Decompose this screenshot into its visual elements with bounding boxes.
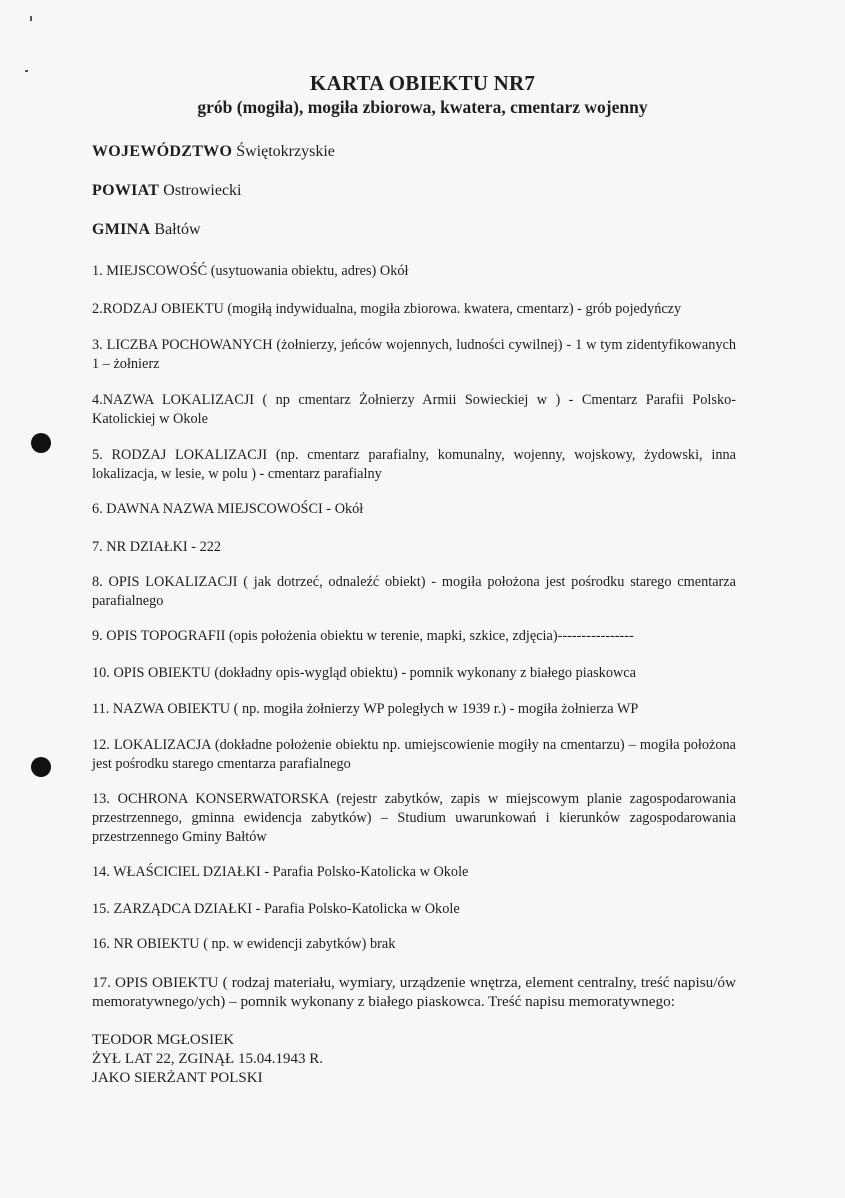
item-16: 16. NR OBIEKTU ( np. w ewidencji zabytków) brak [92,936,396,952]
field-gmina [92,221,201,239]
punch-hole [31,757,51,777]
field-wojewodztwo [92,143,335,161]
item-4: 4.NAZWA LOKALIZACJI ( np cmentarz Żołnierzy Armii Sowieckiej w ) - Cmentarz Parafii Polsko-Katolickiej w Okole [92,392,736,427]
item-11: 11. NAZWA OBIEKTU ( np. mogiła żołnierzy WP poległych w 1939 r.) - mogiła żołnierza WP [92,701,639,717]
item-15: 15. ZARZĄDCA DZIAŁKI - Parafia Polsko-Katolicka w Okole [92,901,460,917]
scan-speck [30,16,32,21]
punch-hole [31,433,51,453]
item-3: 3. LICZBA POCHOWANYCH (żołnierzy, jeńców wojennych, ludności cywilnej) - 1 w tym zidentyfikowanych 1 – żołnierz [92,337,736,372]
item-6: 6. DAWNA NAZWA MIEJSCOWOŚCI - Okół [92,501,364,517]
item-7: 7. NR DZIAŁKI - 222 [92,539,222,555]
field-label: POWIAT [92,182,160,199]
field-label: WOJEWÓDZTWO [92,143,233,160]
item-8: 8. OPIS LOKALIZACJI ( jak dotrzeć, odnaleźć obiekt) - mogiła położona jest pośrodku starego cmentarza parafialnego [92,574,736,609]
item-17: 17. OPIS OBIEKTU ( rodzaj materiału, wymiary, urządzenie wnętrza, element centralny, treść napisu/ów memoratywnego/ych) – pomnik wykonany z białego piaskowca. Treść napisu memoratywnego: [92,974,736,1010]
document-title: KARTA OBIEKTU NR7 [309,71,536,95]
field-value: Bałtów [154,221,201,238]
item-5: 5. RODZAJ LOKALIZACJI (np. cmentarz parafialny, komunalny, wojenny, wojskowy, żydowski, inna lokalizacja, w lesie, w polu ) - cmentarz parafialny [92,447,736,482]
item-14: 14. WŁAŚCICIEL DZIAŁKI - Parafia Polsko-Katolicka w Okole [92,864,469,880]
item-10: 10. OPIS OBIEKTU (dokładny opis-wygląd obiektu) - pomnik wykonany z białego piaskowca [92,665,636,681]
inscription-line: ŻYŁ LAT 22, ZGINĄŁ 15.04.1943 R. [92,1051,323,1067]
item-13: 13. OCHRONA KONSERWATORSKA (rejestr zabytków, zapis w miejscowym planie zagospodarowania przestrzennego, gminna ewidencja zabytków) – Studium uwarunkowań i kierunków zagospodarowania przestrzennego Gminy Bałtów [92,791,736,845]
field-label: GMINA [92,221,151,238]
item-1: 1. MIEJSCOWOŚĆ (usytuowania obiektu, adres) Okół [92,263,409,279]
item-2: 2.RODZAJ OBIEKTU (mogiłą indywidualna, mogiła zbiorowa. kwatera, cmentarz) - grób pojedyńczy [92,301,682,317]
inscription-line: TEODOR MGŁOSIEK [92,1032,235,1048]
item-12: 12. LOKALIZACJA (dokładne położenie obiektu np. umiejscowienie mogiły na cmentarzu) – mogiła położona jest pośrodku starego cmentarza parafialnego [92,737,736,772]
item-9: 9. OPIS TOPOGRAFII (opis położenia obiektu w terenie, mapki, szkice, zdjęcia)---------------- [92,628,634,644]
inscription-line: JAKO SIERŻANT POLSKI [92,1070,263,1086]
inscription-block [92,1031,323,1088]
field-powiat [92,182,242,200]
field-value: Ostrowiecki [163,182,242,199]
field-value: Świętokrzyskie [236,143,335,160]
document-subtitle: grób (mogiła), mogiła zbiorowa, kwatera, cmentarz wojenny [197,97,648,117]
